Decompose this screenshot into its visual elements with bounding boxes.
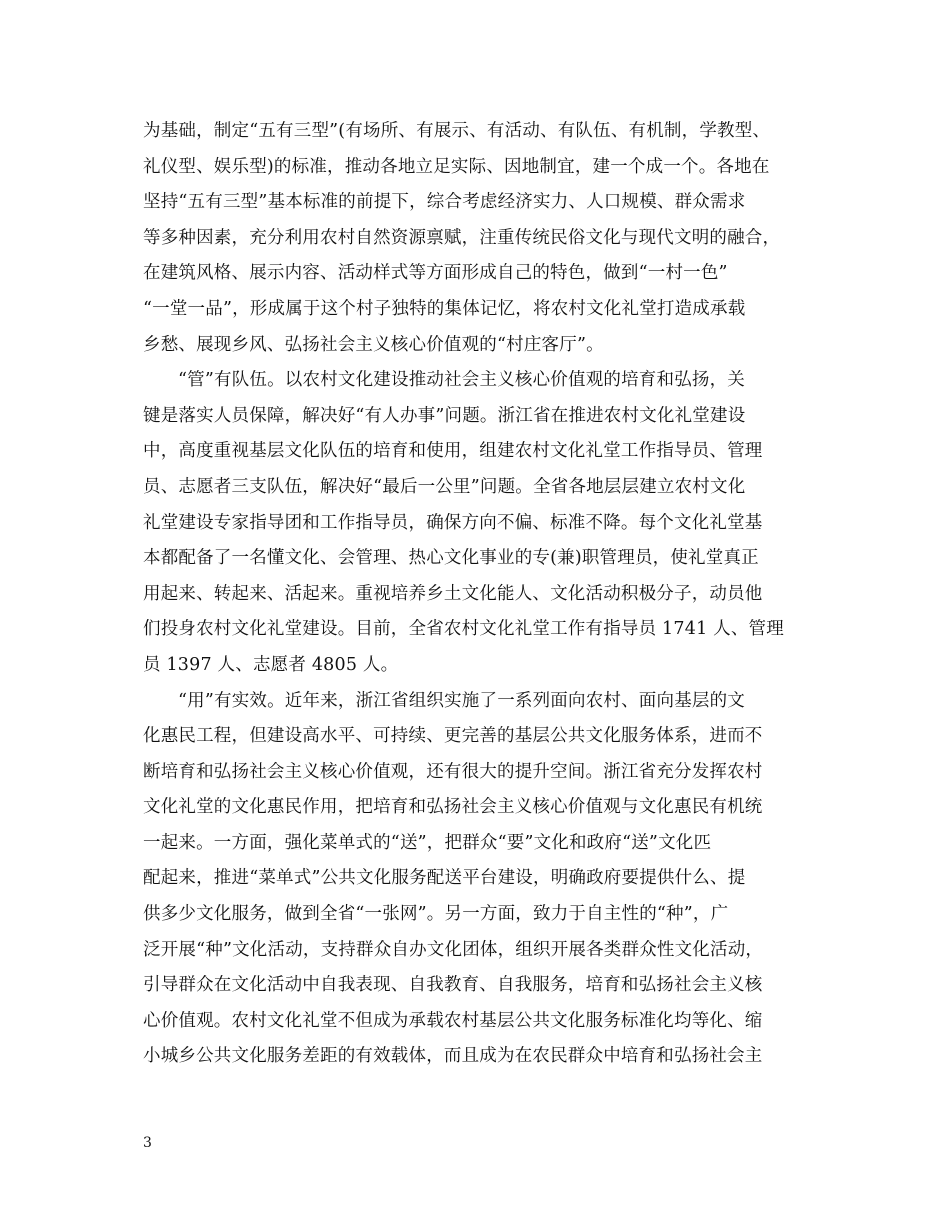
text-line: 键是落实人员保障，解决好“有人办事”问题。浙江省在推进农村文化礼堂建设 [143, 405, 746, 426]
text-line: 用起来、转起来、活起来。重视培养乡土文化能人、文化活动积极分子，动员他 [143, 583, 763, 604]
text-line: 本都配备了一名懂文化、会管理、热心文化事业的专(兼)职管理员，使礼堂真正 [143, 548, 759, 569]
paragraph-2 [143, 363, 833, 683]
paragraph-3 [143, 684, 833, 1076]
text-line: 小城乡公共文化服务差距的有效载体，而且成为在农民群众中培育和弘扬社会主 [143, 1046, 763, 1067]
text-line: “一堂一品”，形成属于这个村子独特的集体记忆，将农村文化礼堂打造成承载 [143, 298, 746, 319]
text-line: “用”有实效。近年来，浙江省组织实施了一系列面向农村、面向基层的文 [178, 690, 745, 711]
text-line: 们投身农村文化礼堂建设。目前，全省农村文化礼堂工作有指导员 1741 人、管理 [143, 619, 784, 640]
page-number: 3 [143, 1135, 152, 1151]
text-line: 文化礼堂的文化惠民作用，把培育和弘扬社会主义核心价值观与文化惠民有机统 [143, 797, 763, 818]
text-line: 礼堂建设专家指导团和工作指导员，确保方向不偏、标准不降。每个文化礼堂基 [143, 512, 763, 533]
text-line: 心价值观。农村文化礼堂不但成为承载农村基层公共文化服务标准化均等化、缩 [143, 1010, 763, 1031]
text-line: 供多少文化服务，做到全省“一张网”。另一方面，致力于自主性的“种”，广 [143, 904, 729, 925]
text-line: 礼仪型、娱乐型)的标准，推动各地立足实际、因地制宜，建一个成一个。各地在 [143, 156, 770, 177]
text-line: 一起来。一方面，强化菜单式的“送”，把群众“要”文化和政府“送”文化匹 [143, 832, 712, 853]
text-line: 配起来，推进“菜单式”公共文化服务配送平台建设，明确政府要提供什么、提 [143, 868, 746, 889]
text-line: 坚持“五有三型”基本标准的前提下，综合考虑经济实力、人口规模、群众需求 [143, 192, 746, 213]
body-text [143, 114, 833, 1075]
text-line: 在建筑风格、展示内容、活动样式等方面形成自己的特色，做到“一村一色” [143, 263, 728, 284]
text-line: “管”有队伍。以农村文化建设推动社会主义核心价值观的培育和弘扬，关 [178, 370, 745, 391]
text-line: 化惠民工程，但建设高水平、可持续、更完善的基层公共文化服务体系，进而不 [143, 726, 763, 747]
text-line: 员 1397 人、志愿者 4805 人。 [143, 654, 399, 675]
text-line: 断培育和弘扬社会主义核心价值观，还有很大的提升空间。浙江省充分发挥农村 [143, 761, 763, 782]
text-line: 中，高度重视基层文化队伍的培育和使用，组建农村文化礼堂工作指导员、管理 [143, 441, 763, 462]
text-line: 乡愁、展现乡风、弘扬社会主义核心价值观的“村庄客厅”。 [143, 334, 604, 355]
text-line: 引导群众在文化活动中自我表现、自我教育、自我服务，培育和弘扬社会主义核 [143, 975, 763, 996]
text-line: 等多种因素，充分利用农村自然资源禀赋，注重传统民俗文化与现代文明的融合， [143, 227, 781, 248]
text-line: 泛开展“种”文化活动，支持群众自办文化团体，组织开展各类群众性文化活动， [143, 939, 764, 960]
text-line: 为基础，制定“五有三型”(有场所、有展示、有活动、有队伍、有机制，学教型、 [143, 121, 771, 141]
text-line: 员、志愿者三支队伍，解决好“最后一公里”问题。全省各地层层建立农村文化 [143, 476, 746, 497]
paragraph-1 [143, 114, 833, 363]
